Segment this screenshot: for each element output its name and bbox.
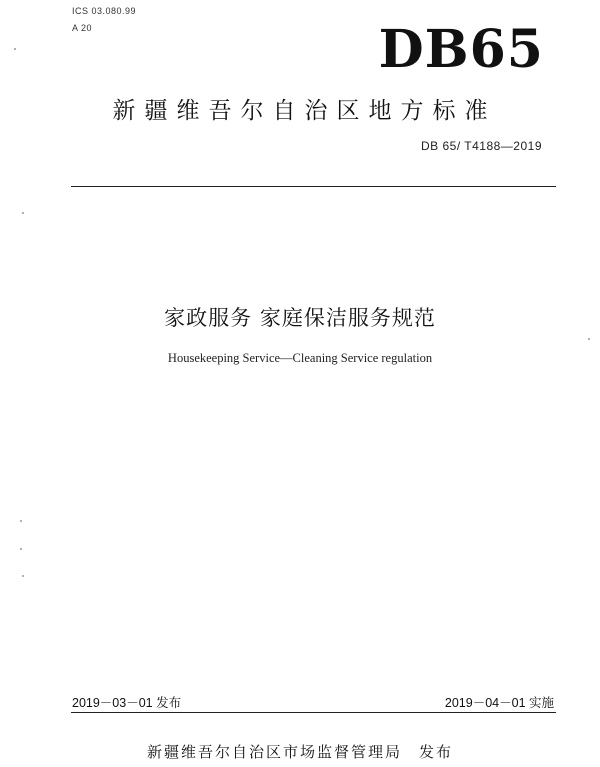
scan-speck	[22, 575, 24, 577]
scan-speck	[588, 338, 590, 340]
header-divider	[71, 186, 556, 187]
scan-speck	[22, 212, 24, 214]
scan-speck	[20, 548, 22, 550]
ccs-code: A 20	[72, 23, 93, 33]
ics-code: ICS 03.080.99	[72, 6, 137, 16]
db-mark: DB65	[378, 19, 544, 80]
issue-date: 2019－03－01 发布	[72, 696, 182, 710]
implementation-date: 2019－04－01 实施	[444, 696, 554, 710]
standard-number: DB 65/ T4188—2019	[420, 139, 542, 153]
issuing-authority: 新疆维吾尔自治区市场监督管理局 发布	[146, 743, 453, 761]
footer-divider	[71, 712, 556, 713]
title-chinese: 家政服务 家庭保洁服务规范	[164, 306, 436, 330]
title-english: Housekeeping Service—Cleaning Service regulation	[167, 351, 433, 365]
scan-speck	[20, 520, 22, 522]
scan-speck	[14, 48, 16, 50]
issuer-title: 新疆维吾尔自治区地方标准	[112, 98, 497, 124]
